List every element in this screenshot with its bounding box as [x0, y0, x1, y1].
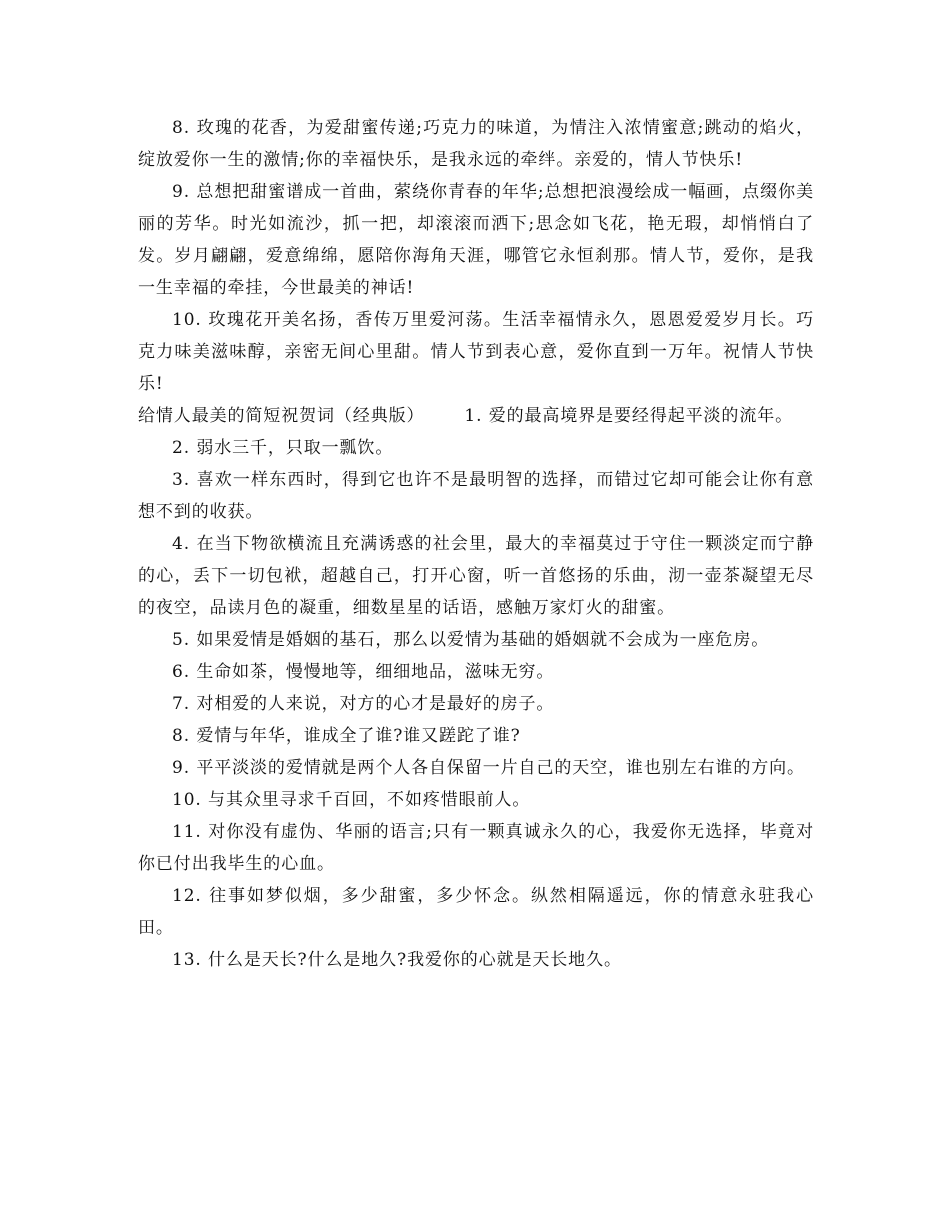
- list-item-7: 7. 对相爱的人来说，对方的心才是最好的房子。: [172, 694, 555, 714]
- section-heading-row: [138, 400, 814, 432]
- list-item-12: 12. 往事如梦似烟，多少甜蜜，多少怀念。纵然相隔遥远，你的情意永驻我心田。: [138, 886, 814, 938]
- paragraph-8-rose: 8. 玫瑰的花香，为爱甜蜜传递;巧克力的味道，为情注入浓情蜜意;跳动的焰火，绽放爱你一生的激情;你的幸福快乐，是我永远的牵绊。亲爱的，情人节快乐!: [138, 118, 814, 170]
- paragraph-10-rose-bloom: 10. 玫瑰花开美名扬，香传万里爱河荡。生活幸福情永久，恩恩爱爱岁月长。巧克力味美滋味醇，亲密无间心里甜。情人节到表心意，爱你直到一万年。祝情人节快乐!: [138, 310, 814, 394]
- section-title: 给情人最美的简短祝贺词（经典版）: [138, 406, 425, 426]
- list-item-5: 5. 如果爱情是婚姻的基石，那么以爱情为基础的婚姻就不会成为一座危房。: [172, 630, 770, 650]
- list-item-9: 9. 平平淡淡的爱情就是两个人各自保留一片自己的天空，谁也别左右谁的方向。: [172, 758, 805, 778]
- list-item-3: 3. 喜欢一样东西时，得到它也许不是最明智的选择，而错过它却可能会让你有意想不到的收获。: [138, 470, 814, 522]
- list-item-1: 1. 爱的最高境界是要经得起平淡的流年。: [464, 406, 794, 426]
- list-item-13: 13. 什么是天长?什么是地久?我爱你的心就是天长地久。: [172, 950, 622, 970]
- list-item-2: 2. 弱水三千，只取一瓢饮。: [172, 438, 394, 458]
- list-item-10: 10. 与其众里寻求千百回，不如疼惜眼前人。: [172, 790, 531, 810]
- list-item-8: 8. 爱情与年华，谁成全了谁?谁又蹉跎了谁?: [172, 726, 521, 746]
- list-item-4: 4. 在当下物欲横流且充满诱惑的社会里，最大的幸福莫过于守住一颗淡定而宁静的心，丢下一切包袱，超越自己，打开心窗，听一首悠扬的乐曲，沏一壶茶凝望无尽的夜空，品读月色的凝重，细数星星的话语，感触万家灯火的甜蜜。: [138, 534, 814, 618]
- paragraph-9-sweet-song: 9. 总想把甜蜜谱成一首曲，萦绕你青春的年华;总想把浪漫绘成一幅画，点缀你美丽的芳华。时光如流沙，抓一把，却滚滚而洒下;思念如飞花，艳无瑕，却悄悄白了发。岁月翩翩，爱意绵绵，愿陪你海角天涯，哪管它永恒刹那。情人节，爱你，是我一生幸福的牵挂，今世最美的神话!: [138, 182, 814, 298]
- list-item-11: 11. 对你没有虚伪、华丽的语言;只有一颗真诚永久的心，我爱你无选择，毕竟对你已付出我毕生的心血。: [138, 822, 814, 874]
- list-item-6: 6. 生命如茶，慢慢地等，细细地品，滋味无穷。: [172, 662, 555, 682]
- document-page: [138, 112, 814, 976]
